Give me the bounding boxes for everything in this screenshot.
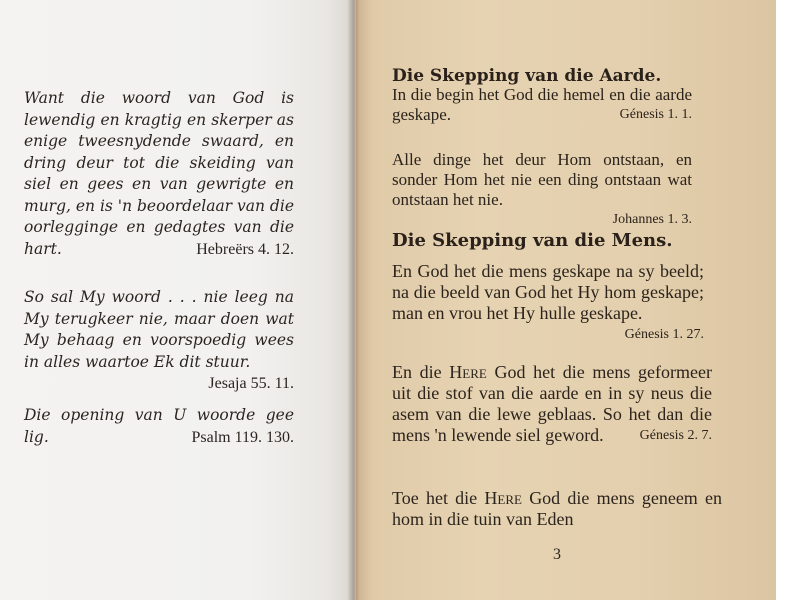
- paragraph-john-1-3: [392, 150, 692, 230]
- paragraph-text: En God het die mens geskape na sy beeld; na die beeld van God het Hy hom geskape; man en vrou het Hy hulle geskape.: [392, 261, 704, 323]
- paragraph-text-after: God het die mens geformeer uit die stof van die aarde en in sy neus die asem van die lewe geblaas. So het dan die mens 'n lewende siel geword.: [392, 362, 713, 445]
- page-number: 3: [553, 546, 561, 563]
- verse-text: Die opening van U woorde gee lig.: [24, 406, 294, 446]
- paragraph-text: In die begin het God die hemel en die aarde geskape.: [392, 85, 692, 124]
- paragraph-text-after: God die mens geneem en hom in die tuin van Eden: [392, 488, 723, 529]
- heading-creation-of-man: Die Skepping van die Mens.: [392, 230, 673, 251]
- paragraph-reference: Génesis 2. 7.: [639, 428, 712, 443]
- paragraph-reference: Génesis 1. 27.: [624, 327, 704, 342]
- lord-small-caps: Here: [449, 362, 487, 382]
- verse-text: So sal My woord . . . nie leeg na My terugkeer nie, maar doen wat My behaag en voorspoedig wees in alles waartoe Ek dit stuur.: [24, 288, 294, 371]
- verse-reference: Psalm 119. 130.: [191, 428, 294, 446]
- paragraph-reference: Génesis 1. 1.: [619, 107, 692, 122]
- verse-hebrews: [24, 88, 294, 260]
- verse-reference: Jesaja 55. 11.: [208, 375, 294, 392]
- book-gutter: [347, 0, 359, 600]
- paragraph-reference: Johannes 1. 3.: [612, 212, 692, 227]
- paragraph-text-before: En die: [392, 362, 442, 382]
- paragraph-genesis-2-15: [392, 488, 722, 530]
- heading-creation-of-earth: Die Skepping van die Aarde.: [392, 66, 662, 86]
- paragraph-text-before: Toe het die: [392, 488, 478, 508]
- lord-small-caps: Here: [484, 488, 522, 508]
- paragraph-genesis-1-27: [392, 261, 704, 345]
- verse-reference: Hebreërs 4. 12.: [196, 240, 294, 258]
- verse-text: Want die woord van God is lewendig en kragtig en skerper as enige tweesnydende swaard, en dring deur tot die skeiding van siel en gees en van gewrigte en murg, en is 'n beoordelaar van die oorlegginge en gedagtes van die hart.: [24, 89, 294, 258]
- verse-psalm: [24, 405, 294, 448]
- paragraph-text: Alle dinge het deur Hom ontstaan, en sonder Hom het nie een ding ontstaan wat ontstaan het nie.: [392, 150, 692, 209]
- paragraph-genesis-2-7: [392, 362, 712, 446]
- paragraph-genesis-1-1: [392, 85, 692, 125]
- verse-isaiah: [24, 287, 294, 395]
